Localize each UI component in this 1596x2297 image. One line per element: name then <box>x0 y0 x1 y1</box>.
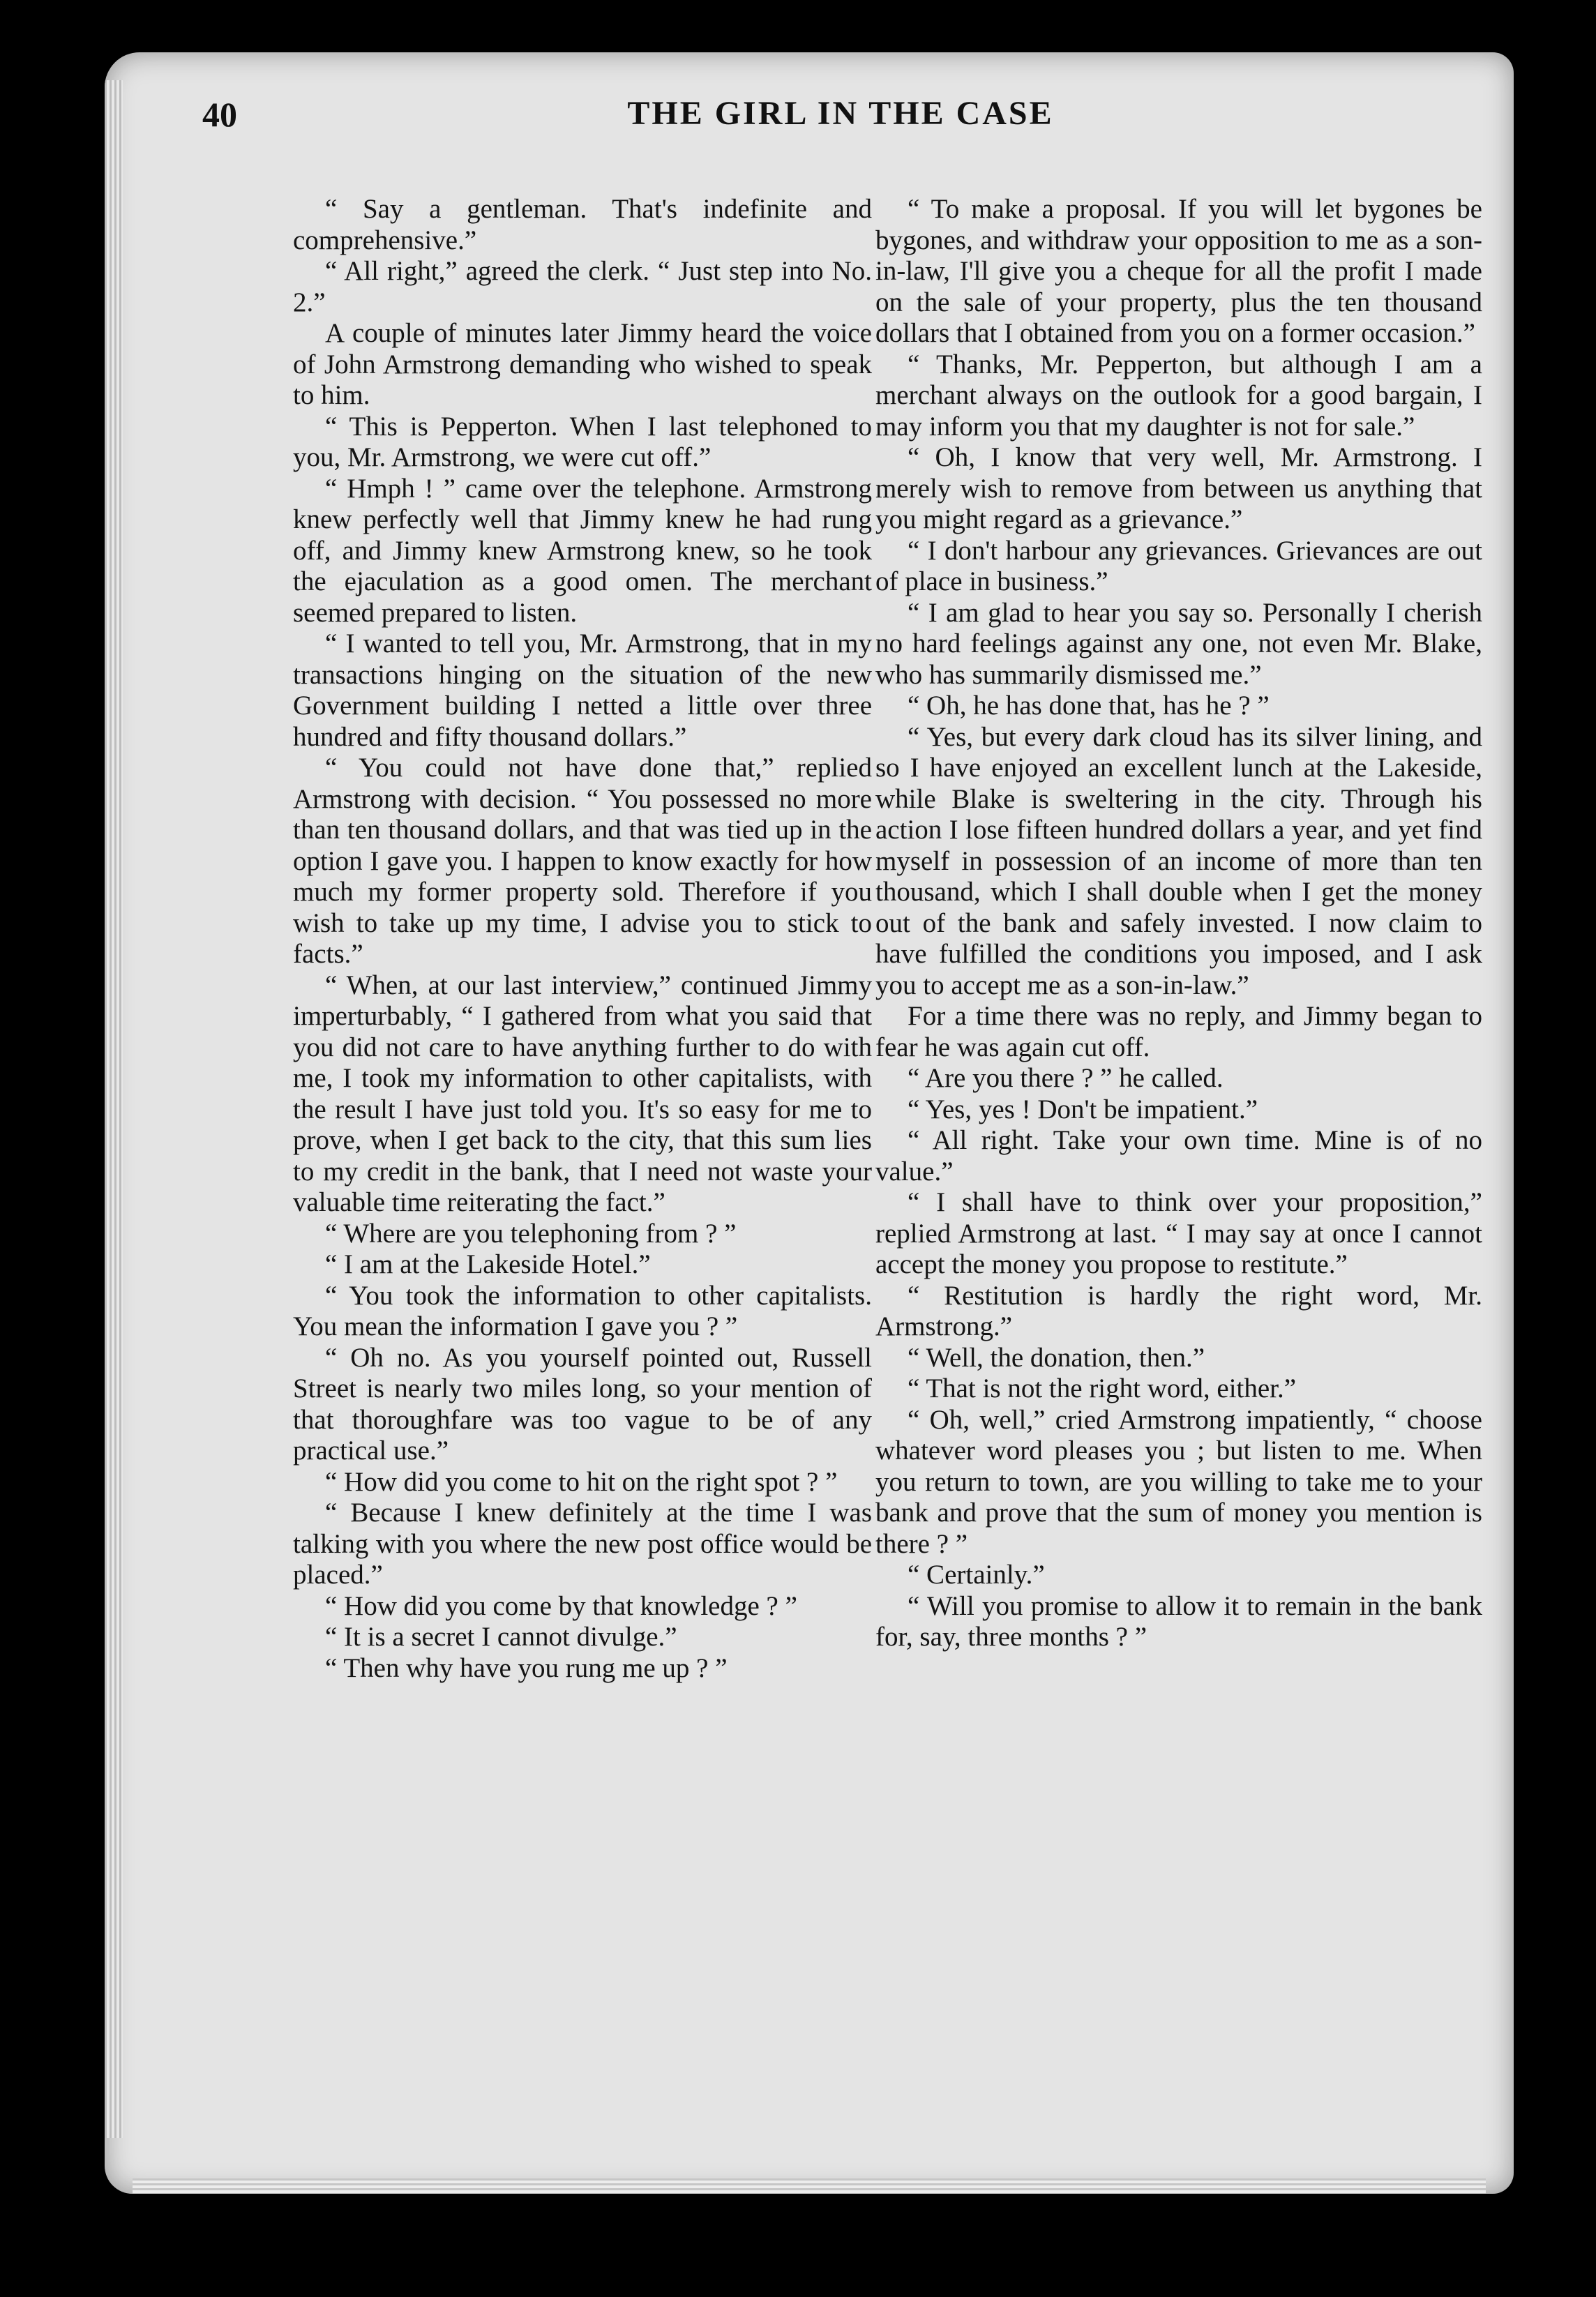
paragraph: A couple of minutes later Jimmy heard the voice of John Armstrong demanding who wished to speak to him. <box>293 318 872 410</box>
page-number: 40 <box>202 95 237 134</box>
right-text-column <box>875 194 1482 1653</box>
paragraph: For a time there was no reply, and Jimmy began to fear he was again cut off. <box>875 1001 1482 1062</box>
paragraph: “ Oh no. As you yourself pointed out, Russell Street is nearly two miles long, so your mention of that thoroughfare was too vague to be of any practical use.” <box>293 1342 872 1466</box>
paragraph: “ I wanted to tell you, Mr. Armstrong, that in my transactions hinging on the situation of the new Government building I netted a little over three hundred and fifty thousand dollars.” <box>293 628 872 752</box>
paragraph: “ How did you come by that knowledge ? ” <box>325 1590 797 1621</box>
paragraph: “ Oh, I know that very well, Mr. Armstrong. I merely wish to remove from between us anything that you might regard as a grievance.” <box>875 442 1482 534</box>
paragraph: “ It is a secret I cannot divulge.” <box>325 1622 677 1652</box>
paragraph: “ How did you come to hit on the right spot ? ” <box>325 1466 838 1497</box>
paragraph: “ To make a proposal. If you will let bygones be bygones, and withdraw your opposition to me as a son-in-law, I'll give you a cheque for all the profit I made on the sale of your property, plus the ten thousand dollars that I obtained from you on a former occasion.” <box>875 194 1482 348</box>
paragraph: “ I don't harbour any grievances. Grievances are out of place in business.” <box>875 535 1482 596</box>
page-stack-edge-left <box>105 80 123 2138</box>
paragraph: “ You took the information to other capitalists. You mean the information I gave you ? ” <box>293 1280 872 1341</box>
paragraph: “ Well, the donation, then.” <box>908 1342 1205 1373</box>
paragraph: “ That is not the right word, either.” <box>908 1373 1297 1403</box>
page-stack-edge-bottom <box>133 2178 1486 2194</box>
paragraph: “ Hmph ! ” came over the telephone. Armstrong knew perfectly well that Jimmy knew he had rung off, and Jimmy knew Armstrong knew, so he took the ejaculation as a good omen. The merchant seemed prepared to listen. <box>293 473 872 628</box>
paragraph: “ You could not have done that,” replied Armstrong with decision. “ You possessed no more than ten thousand dollars, and that was tied up in the option I gave you. I happen to know exactly for how much my former property sold. Therefore if you wish to take up my time, I advise you to stick to facts.” <box>293 753 872 969</box>
paragraph: “ Where are you telephoning from ? ” <box>325 1218 737 1249</box>
left-text-column <box>293 194 872 1684</box>
paragraph: “ Restitution is hardly the right word, Mr. Armstrong.” <box>875 1280 1482 1341</box>
paragraph: “ All right,” agreed the clerk. “ Just step into No. 2.” <box>293 256 872 317</box>
paragraph: “ Yes, but every dark cloud has its silver lining, and so I have enjoyed an excellent lunch at the Lakeside, while Blake is sweltering in the city. Through his action I lose fifteen hundred dollars a year, and yet find myself in possession of an income of more than ten thousand, which I shall double when I get the money out of the bank and safely invested. I now claim to have fulfilled the conditions you imposed, and I ask you to accept me as a son-in-law.” <box>875 721 1482 1000</box>
paragraph: “ Yes, yes ! Don't be impatient.” <box>908 1094 1258 1124</box>
running-title: THE GIRL IN THE CASE <box>627 95 1054 132</box>
paragraph: “ I shall have to think over your proposition,” replied Armstrong at last. “ I may say at once I cannot accept the money you propose to restitute.” <box>875 1187 1482 1279</box>
paragraph: “ Oh, well,” cried Armstrong impatiently, “ choose whatever word pleases you ; but listen to me. When you return to town, are you willing to take me to your bank and prove that the sum of money you mention is there ? ” <box>875 1404 1482 1559</box>
paragraph: “ This is Pepperton. When I last telephoned to you, Mr. Armstrong, we were cut off.” <box>293 411 872 472</box>
paragraph: “ Then why have you rung me up ? ” <box>325 1652 728 1683</box>
paragraph: “ Say a gentleman. That's indefinite and comprehensive.” <box>293 194 872 255</box>
paragraph: “ Certainly.” <box>908 1560 1045 1590</box>
paragraph: “ Oh, he has done that, has he ? ” <box>908 691 1270 721</box>
paragraph: “ Because I knew definitely at the time I was talking with you where the new post office would be placed.” <box>293 1498 872 1590</box>
paragraph: “ I am glad to hear you say so. Personally I cherish no hard feelings against any one, not even Mr. Blake, who has summarily dismissed me.” <box>875 597 1482 690</box>
paragraph: “ Thanks, Mr. Pepperton, but although I am a merchant always on the outlook for a good bargain, I may inform you that my daughter is not for sale.” <box>875 349 1482 442</box>
paragraph: “ Will you promise to allow it to remain in the bank for, say, three months ? ” <box>875 1590 1482 1652</box>
paragraph: “ When, at our last interview,” continued Jimmy imperturbably, “ I gathered from what you said that you did not care to have anything further to do with me, I took my information to other capitalists, with the result I have just told you. It's so easy for me to prove, when I get back to the city, that this sum lies to my credit in the bank, that I need not waste your valuable time reiterating the fact.” <box>293 970 872 1217</box>
paragraph: “ I am at the Lakeside Hotel.” <box>325 1249 651 1279</box>
paragraph: “ All right. Take your own time. Mine is of no value.” <box>875 1125 1482 1187</box>
page-header <box>202 94 1479 143</box>
paragraph: “ Are you there ? ” he called. <box>908 1063 1224 1093</box>
